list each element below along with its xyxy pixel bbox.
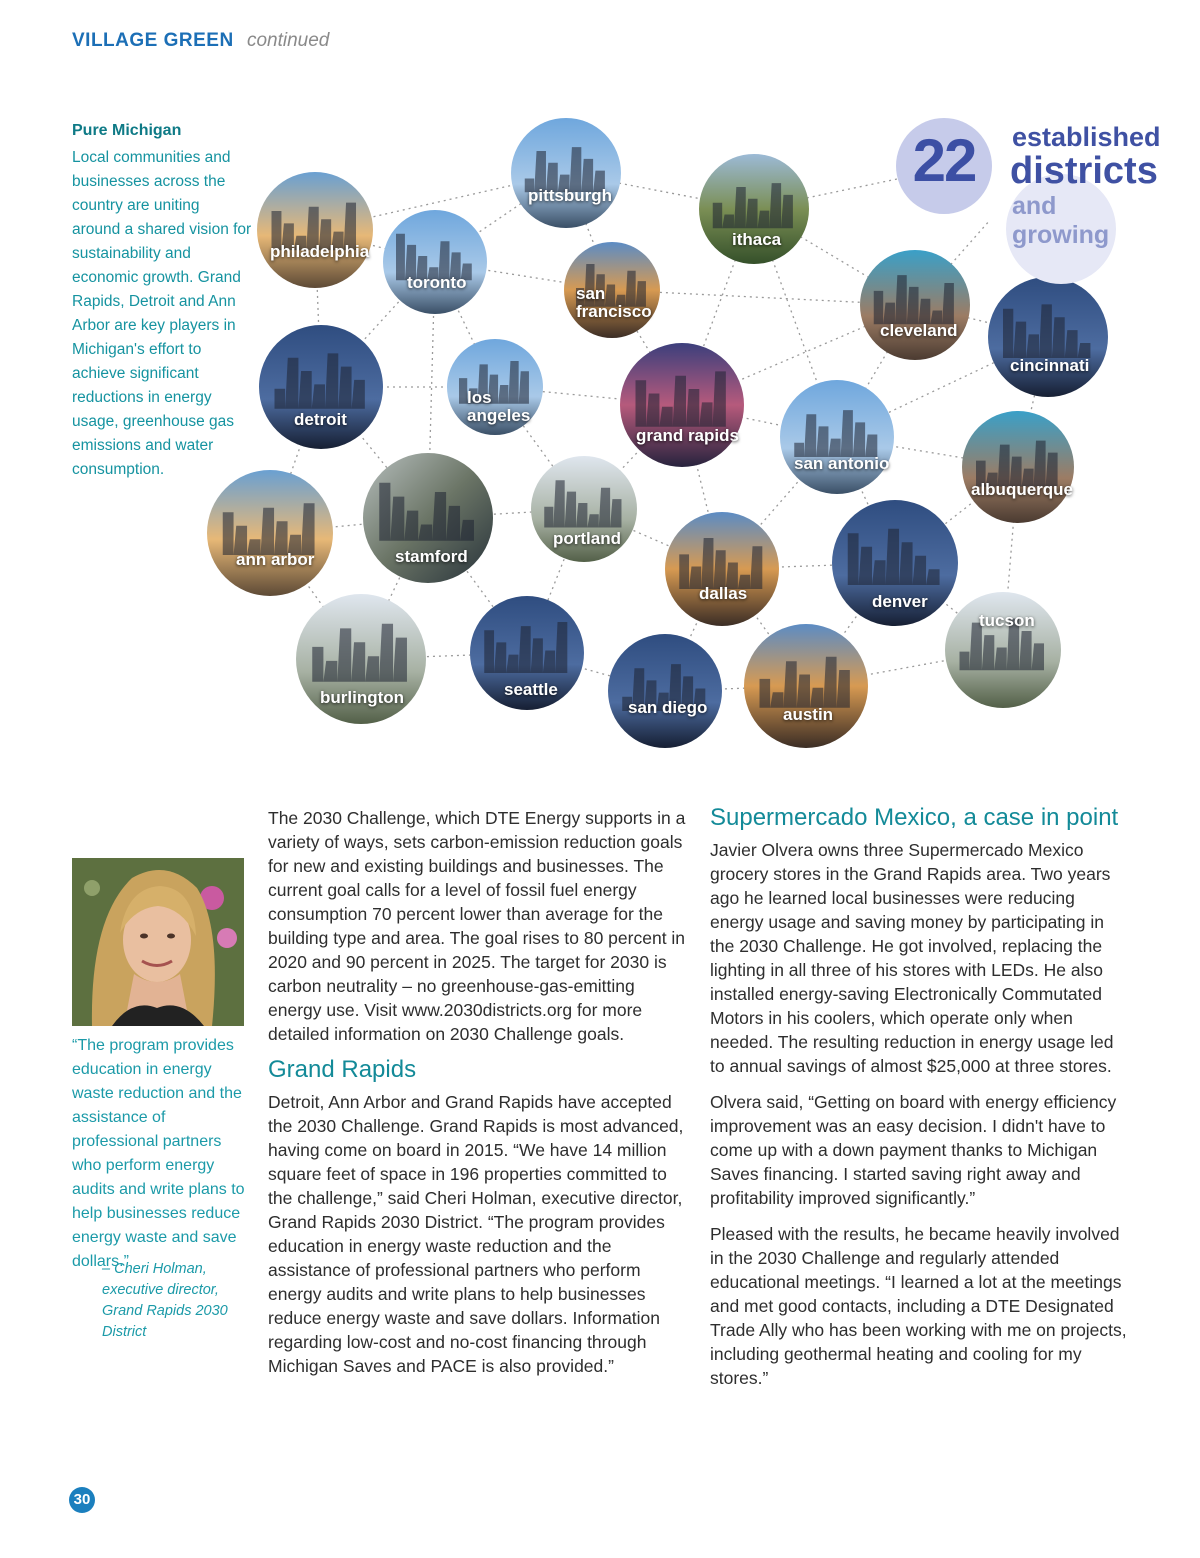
- city-photo-pittsburgh: [511, 118, 621, 228]
- city-label-los-angeles: los angeles: [467, 388, 531, 425]
- intro-paragraph: The 2030 Challenge, which DTE Energy supports in a variety of ways, sets carbon-emission reduction goals for new and existing buildings and businesses. The current goal calls for a level of fossil fuel energy consumption 70 percent lower than average for the building type and area. The goal rises to 80 percent in 2020 and 90 percent in 2025. The target for 2030 is carbon neutrality – no greenhouse-gas-emitting energy use. Visit www.2030districts.org for more detailed information on 2030 Challenge goals.: [268, 808, 686, 1044]
- quote-attribution: – Cheri Holman, executive director, Grand Rapids 2030 District: [102, 1261, 228, 1340]
- stat-line-established: established: [1012, 122, 1161, 152]
- city-label-stamford: stamford: [395, 547, 468, 566]
- supermercado-paragraph-2: Olvera said, “Getting on board with energy efficiency improvement was an easy decision. I didn't have to come up with a down payment thanks to Michigan Saves financing. I started saving right away and profitability improved significantly.”: [710, 1092, 1117, 1208]
- city-label-ithaca: ithaca: [732, 230, 782, 249]
- grand-rapids-paragraph: Detroit, Ann Arbor and Grand Rapids have accepted the 2030 Challenge. Grand Rapids is most advanced, having come on board in 2015. “We have 14 million square feet of space in 196 properties committed to the challenge,” said Cheri Holman, executive director, Grand Rapids 2030 District. “The program provides education in energy waste reduction and the assistance of professional partners who perform energy audits and write plans to help businesses reduce energy waste and save dollars. Information regarding low-cost and no-cost financing through Michigan Saves and PACE is also provided.”: [268, 1092, 684, 1376]
- continued-label: continued: [246, 30, 330, 51]
- districts-stat: [896, 112, 1161, 272]
- city-label-san-francisco: san francisco: [576, 284, 652, 321]
- city-photo-cincinnati: [988, 277, 1108, 397]
- cheri-holman-portrait: [72, 858, 244, 1026]
- stat-line-growing: and growing: [1012, 192, 1110, 249]
- city-label-tucson: tucson: [979, 611, 1035, 630]
- city-label-austin: austin: [783, 705, 834, 724]
- city-photo-philadelphia: [257, 172, 373, 288]
- city-label-san-antonio: san antonio: [794, 454, 890, 473]
- city-label-burlington: burlington: [320, 688, 405, 707]
- city-label-cleveland: cleveland: [880, 321, 958, 340]
- stat-number: 22: [912, 127, 976, 194]
- sidebar-heading: Pure Michigan: [72, 122, 182, 139]
- city-photo-tucson: [945, 592, 1061, 708]
- city-label-san-diego: san diego: [628, 698, 708, 717]
- city-photo-detroit: [259, 325, 383, 449]
- city-label-cincinnati: cincinnati: [1010, 356, 1090, 375]
- city-label-seattle: seattle: [504, 680, 558, 699]
- city-label-detroit: detroit: [294, 410, 347, 429]
- article-column-right: [710, 806, 1132, 1402]
- supermercado-paragraph-3: Pleased with the results, he became heavily involved in the 2030 Challenge and regularly attended educational meetings. “I learned a lot at the meetings and met good contacts, including a DTE Designated Trade Ally who has been working with me on projects, including geothermal heating and cooling for my stores.”: [710, 1224, 1127, 1388]
- city-photo-grand-rapids: [620, 343, 744, 467]
- city-photo-san-diego: [608, 634, 722, 748]
- city-photo-toronto: [383, 210, 487, 314]
- city-photo-albuquerque: [962, 411, 1074, 523]
- page-number: 30: [69, 1487, 95, 1513]
- city-label-albuquerque: albuquerque: [971, 480, 1074, 499]
- city-label-dallas: dallas: [699, 584, 748, 603]
- city-label-pittsburgh: pittsburgh: [528, 186, 613, 205]
- article-column-left: [268, 806, 690, 1390]
- city-label-philadelphia: philadelphia: [270, 242, 370, 261]
- pull-quote: “The program provides education in energy waste reduction and the assistance of professional partners who perform energy audits and write plans to help businesses reduce energy waste and save dollars.”: [72, 1037, 245, 1270]
- section-title: VILLAGE GREEN: [72, 30, 234, 51]
- city-label-denver: denver: [872, 592, 928, 611]
- supermercado-heading: Supermercado Mexico, a case in point: [710, 804, 1119, 831]
- grand-rapids-heading: Grand Rapids: [268, 1056, 417, 1083]
- city-label-portland: portland: [553, 529, 621, 548]
- city-photo-austin: [744, 624, 868, 748]
- city-label-grand-rapids: grand rapids: [636, 426, 739, 445]
- sidebar-body: Local communities and businesses across the country are uniting around a shared vision for sustainability and economic growth. Grand Rapids, Detroit and Ann Arbor are key players in Michigan's effort to achieve significant reductions in energy usage, greenhouse gas emissions and water consumption.: [72, 149, 252, 478]
- city-photo-ann-arbor: [207, 470, 333, 596]
- city-label-toronto: toronto: [407, 273, 467, 292]
- city-photo-dallas: [665, 512, 779, 626]
- stat-line-districts: districts: [1010, 150, 1158, 192]
- city-label-ann-arbor: ann arbor: [236, 550, 315, 569]
- supermercado-paragraph-1: Javier Olvera owns three Supermercado Mexico grocery stores in the Grand Rapids area. Two years ago he learned local businesses were reducing energy usage and saving money by participating in the 2030 Challenge. He got involved, replacing the lighting in all three of his stores with LEDs. He also installed energy-saving Electronically Commutated Motors in his coolers, which operate only when needed. The resulting reduction in energy usage led to annual savings of almost $25,000 at three stores.: [710, 840, 1114, 1076]
- city-photo-san-antonio: [780, 380, 894, 494]
